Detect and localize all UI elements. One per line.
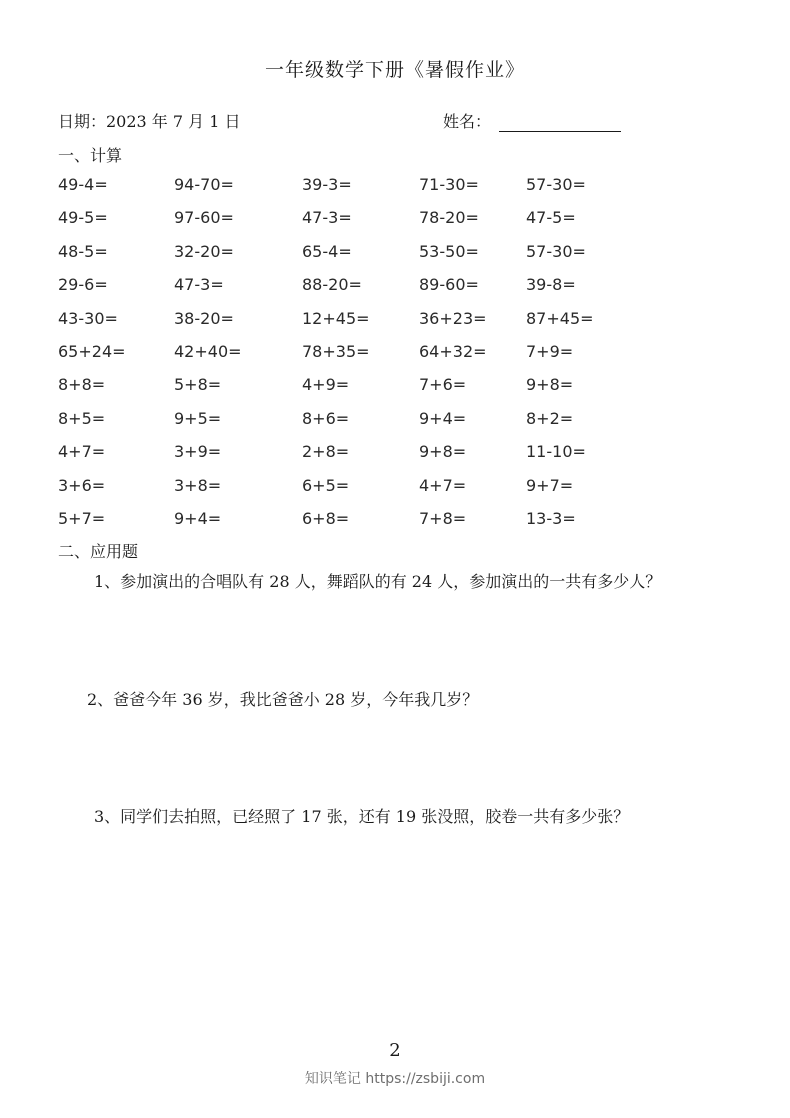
calc-item: 87+45= <box>526 308 594 328</box>
calc-row <box>58 342 658 375</box>
calc-item: 3+6= <box>58 475 106 495</box>
calc-item: 9+4= <box>419 408 467 428</box>
calc-item: 49-4= <box>58 175 108 194</box>
calc-item: 4+7= <box>419 475 467 495</box>
calc-row <box>58 275 658 308</box>
calc-item: 97-60= <box>174 208 234 228</box>
calc-item: 32-20= <box>174 241 234 261</box>
calc-row <box>58 208 658 241</box>
worksheet-title: 一年级数学下册《暑假作业》 <box>264 59 525 81</box>
calc-row <box>58 509 658 542</box>
calc-item: 57-30= <box>526 175 586 194</box>
calc-item: 47-3= <box>302 208 352 228</box>
calc-row <box>58 175 658 208</box>
calc-item: 9+8= <box>419 442 467 462</box>
calc-item: 7+9= <box>526 341 574 361</box>
section-calculation-title: 一、计算 <box>58 146 123 165</box>
calc-item: 43-30= <box>58 308 118 328</box>
calc-item: 36+23= <box>419 308 487 328</box>
calc-item: 89-60= <box>419 275 479 295</box>
calc-item: 13-3= <box>526 508 576 528</box>
calc-item: 48-5= <box>58 241 108 261</box>
calc-item: 47-5= <box>526 208 576 228</box>
calc-item: 2+8= <box>302 442 350 462</box>
name-field <box>443 109 621 132</box>
calc-item: 5+8= <box>174 375 222 395</box>
word-problem-2: 2、爸爸今年 36 岁，我比爸爸小 28 岁，今年我几岁？ <box>87 690 479 709</box>
calc-item: 42+40= <box>174 341 242 361</box>
calc-item: 4+7= <box>58 442 106 462</box>
calc-item: 4+9= <box>302 375 350 395</box>
calc-item: 9+8= <box>526 375 574 395</box>
calc-item: 49-5= <box>58 208 108 228</box>
site-watermark: 知识笔记 https://zsbiji.com <box>304 1071 486 1087</box>
calc-item: 3+8= <box>174 475 222 495</box>
calc-item: 71-30= <box>419 175 479 194</box>
calc-item: 38-20= <box>174 308 234 328</box>
calc-item: 5+7= <box>58 508 106 528</box>
calc-row <box>58 375 658 408</box>
calculation-grid <box>58 175 658 542</box>
calc-item: 39-3= <box>302 175 352 194</box>
calc-item: 6+8= <box>302 508 350 528</box>
calc-item: 6+5= <box>302 475 350 495</box>
calc-row <box>58 309 658 342</box>
calc-item: 11-10= <box>526 442 586 462</box>
calc-item: 57-30= <box>526 241 586 261</box>
calc-item: 8+2= <box>526 408 574 428</box>
calc-item: 39-8= <box>526 275 576 295</box>
word-problem-3: 3、同学们去拍照，已经照了 17 张，还有 19 张没照，胶卷一共有多少张？ <box>94 807 630 826</box>
name-label: 姓名： <box>443 112 492 131</box>
calc-item: 65-4= <box>302 241 352 261</box>
calc-row <box>58 409 658 442</box>
calc-item: 8+5= <box>58 408 106 428</box>
calc-item: 78+35= <box>302 341 370 361</box>
calc-item: 88-20= <box>302 275 362 295</box>
calc-item: 47-3= <box>174 275 224 295</box>
date-line: 日期：2023 年 7 月 1 日 <box>58 112 241 131</box>
calc-item: 12+45= <box>302 308 370 328</box>
calc-item: 8+8= <box>58 375 106 395</box>
calc-item: 65+24= <box>58 341 126 361</box>
page-number: 2 <box>389 1040 401 1061</box>
calc-row <box>58 442 658 475</box>
calc-item: 8+6= <box>302 408 350 428</box>
calc-item: 9+5= <box>174 408 222 428</box>
name-blank-line <box>499 112 621 132</box>
calc-row <box>58 242 658 275</box>
calc-item: 53-50= <box>419 241 479 261</box>
calc-item: 29-6= <box>58 275 108 295</box>
calc-item: 9+4= <box>174 508 222 528</box>
calc-item: 9+7= <box>526 475 574 495</box>
calc-item: 64+32= <box>419 341 487 361</box>
section-application-title: 二、应用题 <box>58 542 139 561</box>
calc-row <box>58 476 658 509</box>
calc-item: 7+6= <box>419 375 467 395</box>
calc-item: 3+9= <box>174 442 222 462</box>
calc-item: 7+8= <box>419 508 467 528</box>
calc-item: 94-70= <box>174 175 234 194</box>
calc-item: 78-20= <box>419 208 479 228</box>
word-problem-1: 1、参加演出的合唱队有 28 人，舞蹈队的有 24 人，参加演出的一共有多少人？ <box>94 572 662 591</box>
